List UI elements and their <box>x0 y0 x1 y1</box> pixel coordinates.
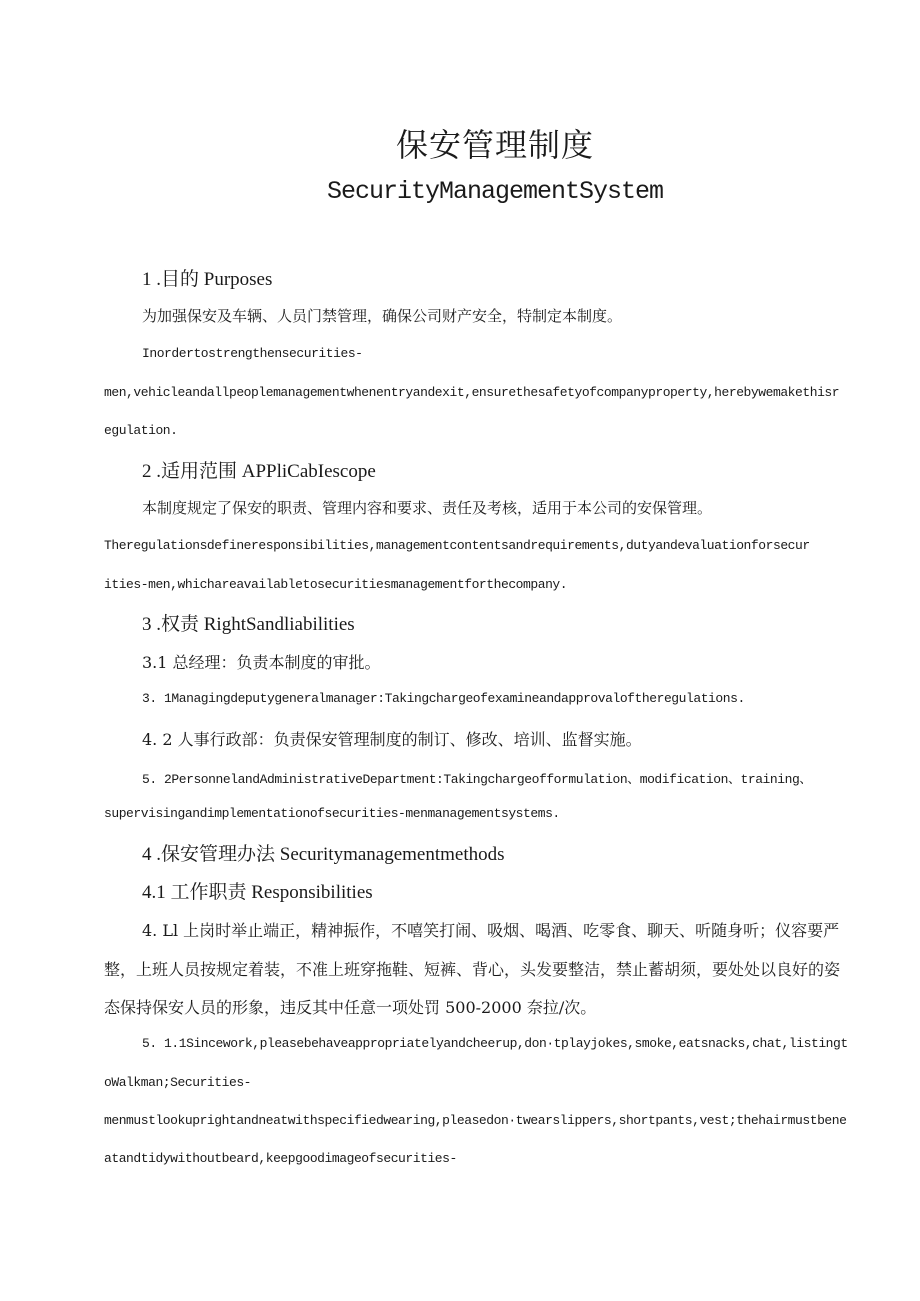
clause-4-1-1-cn-line: 4. Ll 上岗时举止端正，精神振作，不嘻笑打闹、吸烟、喝酒、吃零食、聊天、听随身听；仪容要严 <box>142 921 840 940</box>
section-2-heading: 2 .适用范围 APPliCabIescope <box>142 461 376 482</box>
clause-4-1-1-cn-line: 整，上班人员按规定着装，不准上班穿拖鞋、短裤、背心，头发要整洁，禁止蓄胡须，要处处以良好的姿 <box>104 960 841 979</box>
clause-4-1-1-en-line: menmustlookuprightandneatwithspecifiedwearing,pleasedon·twearslippers,shortpants,vest;thehairmustbene <box>104 1113 847 1128</box>
section-1-paragraph-en-line: Inordertostrengthensecurities- <box>142 346 363 361</box>
clause-4-1-1-cn-line: 态保持保安人员的形象，违反其中任意一项处罚 500-2000 奈拉/次。 <box>104 998 597 1017</box>
clause-3-2-en-line: 5. 2PersonnelandAdministrativeDepartment:Takingchargeofformulation、modification、training、 <box>142 772 812 787</box>
clause-3-1-en: 3. 1Managingdeputygeneralmanager:Takingchargeofexamineandapprovaloftheregulations. <box>142 691 745 706</box>
section-4-1-heading: 4.1 工作职责 Responsibilities <box>142 882 373 903</box>
section-1-heading: 1 .目的 Purposes <box>142 269 273 290</box>
section-3-heading: 3 .权责 RightSandliabilities <box>142 614 355 635</box>
section-2-paragraph-cn: 本制度规定了保安的职责、管理内容和要求、责任及考核，适用于本公司的安保管理。 <box>142 499 713 517</box>
document-title-en: SecurityManagementSystem <box>326 177 664 206</box>
section-1-paragraph-en-line: egulation. <box>104 423 178 438</box>
section-2-paragraph-en-line: Theregulationsdefineresponsibilities,managementcontentsandrequirements,dutyandevaluationforsecur <box>104 538 810 553</box>
section-1-paragraph-en-line: men,vehicleandallpeoplemanagementwhenentryandexit,ensurethesafetyofcompanyproperty,herebywemakethisr <box>104 385 840 400</box>
clause-4-1-1-en-line: atandtidywithoutbeard,keepgoodimageofsecurities- <box>104 1151 457 1166</box>
clause-3-1-cn: 3.1 总经理：负责本制度的审批。 <box>142 653 381 672</box>
clause-3-2-en-line: supervisingandimplementationofsecurities-menmanagementsystems. <box>104 806 560 821</box>
section-1-paragraph-cn: 为加强保安及车辆、人员门禁管理，确保公司财产安全，特制定本制度。 <box>142 307 623 325</box>
clause-4-1-1-en-line: 5. 1.1Sincework,pleasebehaveappropriatelyandcheerup,don·tplayjokes,smoke,eatsnacks,chat,listingt <box>142 1036 848 1051</box>
section-2-paragraph-en-line: ities-men,whichareavailabletosecuritiesmanagementforthecompany. <box>104 577 568 592</box>
clause-3-2-cn: 4. 2 人事行政部：负责保安管理制度的制订、修改、培训、监督实施。 <box>142 730 642 749</box>
document-title-cn: 保安管理制度 <box>395 126 594 164</box>
section-4-heading: 4 .保安管理办法 Securitymanagementmethods <box>142 844 505 865</box>
clause-4-1-1-en-line: oWalkman;Securities- <box>104 1075 252 1090</box>
